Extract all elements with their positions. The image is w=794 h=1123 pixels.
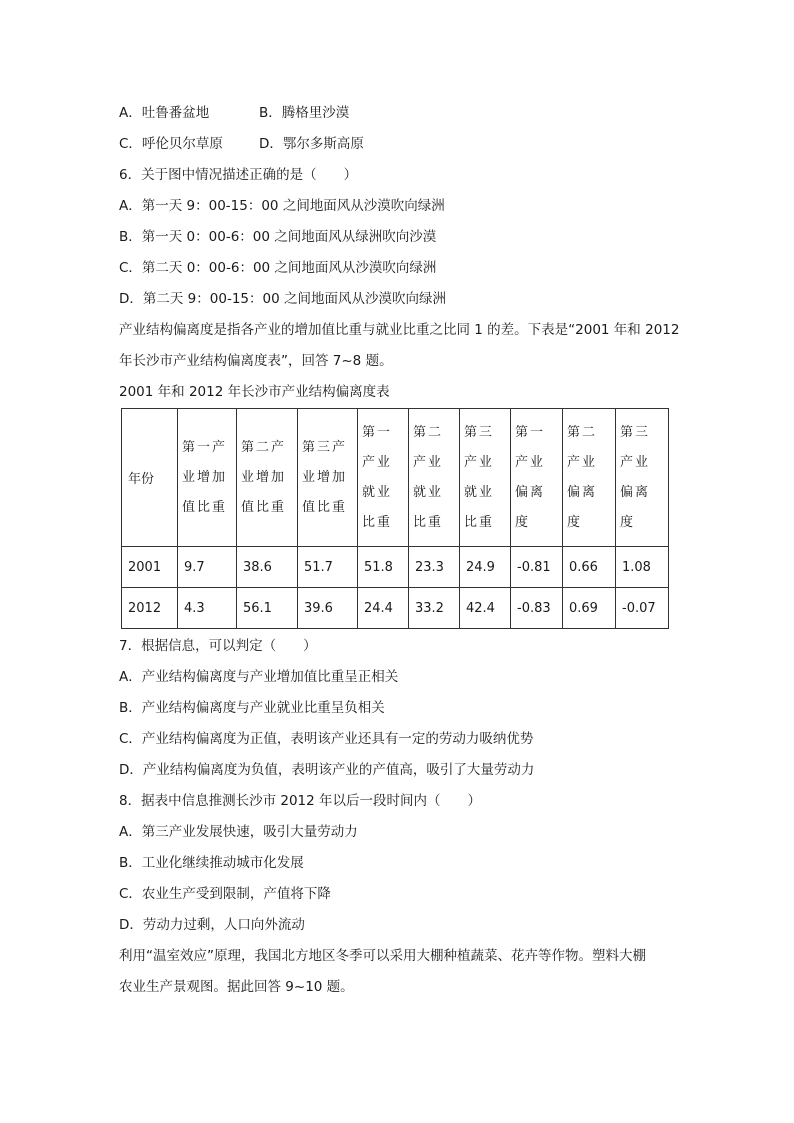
q7-option-b: B．产业结构偏离度与产业就业比重呈负相关 bbox=[119, 700, 385, 716]
intro-7-8-line-2: 年长沙市产业结构偏离度表”，回答 7~8 题。 bbox=[119, 353, 393, 369]
table-cell: 51.8 bbox=[358, 547, 409, 588]
header-secondary-value-share: 第二产业增加值比重 bbox=[237, 409, 298, 547]
q5-option-row-2 bbox=[119, 134, 364, 154]
table-cell: 0.66 bbox=[563, 547, 616, 588]
table-cell: 0.69 bbox=[563, 588, 616, 629]
table-cell: 56.1 bbox=[237, 588, 298, 629]
table-header-row bbox=[122, 409, 669, 547]
table-cell: 39.6 bbox=[298, 588, 358, 629]
table-cell: 9.7 bbox=[178, 547, 237, 588]
table-cell: 42.4 bbox=[460, 588, 511, 629]
table-cell: 2001 bbox=[122, 547, 178, 588]
q8-option-b: B．工业化继续推动城市化发展 bbox=[119, 855, 304, 871]
table-cell: 23.3 bbox=[409, 547, 460, 588]
q6-option-c: C．第二天 0：00-6：00 之间地面风从沙漠吹向绿洲 bbox=[119, 260, 437, 276]
table-row bbox=[122, 547, 669, 588]
table-cell: 2012 bbox=[122, 588, 178, 629]
table-caption: 2001 年和 2012 年长沙市产业结构偏离度表 bbox=[119, 384, 390, 400]
q8-option-d: D．劳动力过剩，人口向外流动 bbox=[119, 917, 305, 933]
table-cell: 1.08 bbox=[616, 547, 669, 588]
table-cell: 38.6 bbox=[237, 547, 298, 588]
table-cell: 24.9 bbox=[460, 547, 511, 588]
q7-stem: 7．根据信息，可以判定（ ） bbox=[119, 638, 317, 654]
q5-option-a: A．吐鲁番盆地 bbox=[119, 105, 210, 121]
table-cell: -0.83 bbox=[511, 588, 563, 629]
intro-7-8-line-1: 产业结构偏离度是指各产业的增加值比重与就业比重之比同 1 的差。下表是“2001 年和 2012 bbox=[119, 322, 680, 338]
header-tertiary-deviation: 第三产业偏离度 bbox=[616, 409, 669, 547]
header-tertiary-value-share: 第三产业增加值比重 bbox=[298, 409, 358, 547]
header-secondary-employment-share: 第二产业就业比重 bbox=[409, 409, 460, 547]
header-secondary-deviation: 第二产业偏离度 bbox=[563, 409, 616, 547]
q5-option-c: C．呼伦贝尔草原 bbox=[119, 136, 223, 152]
table-cell: 33.2 bbox=[409, 588, 460, 629]
q8-option-a: A．第三产业发展快速，吸引大量劳动力 bbox=[119, 824, 358, 840]
q7-option-a: A．产业结构偏离度与产业增加值比重呈正相关 bbox=[119, 669, 399, 685]
header-primary-deviation: 第一产业偏离度 bbox=[511, 409, 563, 547]
q7-option-c: C．产业结构偏离度为正值，表明该产业还具有一定的劳动力吸纳优势 bbox=[119, 731, 534, 747]
deviation-table bbox=[121, 408, 669, 629]
table-row bbox=[122, 588, 669, 629]
q6-option-b: B．第一天 0：00-6：00 之间地面风从绿洲吹向沙漠 bbox=[119, 229, 437, 245]
header-primary-value-share: 第一产业增加值比重 bbox=[178, 409, 237, 547]
intro-9-10-line-1: 利用“温室效应”原理，我国北方地区冬季可以采用大棚种植蔬菜、花卉等作物。塑料大棚 bbox=[119, 948, 646, 964]
q6-stem: 6．关于图中情况描述正确的是（ ） bbox=[119, 167, 358, 183]
table-cell: -0.81 bbox=[511, 547, 563, 588]
q8-option-c: C．农业生产受到限制，产值将下降 bbox=[119, 886, 331, 902]
q8-stem: 8．据表中信息推测长沙市 2012 年以后一段时间内（ ） bbox=[119, 793, 482, 809]
table-cell: 24.4 bbox=[358, 588, 409, 629]
q7-option-d: D．产业结构偏离度为负值，表明该产业的产值高，吸引了大量劳动力 bbox=[119, 762, 535, 778]
q6-option-a: A．第一天 9：00-15：00 之间地面风从沙漠吹向绿洲 bbox=[119, 198, 445, 214]
intro-9-10-line-2: 农业生产景观图。据此回答 9~10 题。 bbox=[119, 979, 354, 995]
table-cell: 51.7 bbox=[298, 547, 358, 588]
header-tertiary-employment-share: 第三产业就业比重 bbox=[460, 409, 511, 547]
table-cell: 4.3 bbox=[178, 588, 237, 629]
table-cell: -0.07 bbox=[616, 588, 669, 629]
header-primary-employment-share: 第一产业就业比重 bbox=[358, 409, 409, 547]
header-year: 年份 bbox=[122, 409, 178, 547]
q5-option-d: D．鄂尔多斯高原 bbox=[259, 136, 364, 152]
q5-option-b: B．腾格里沙漠 bbox=[259, 105, 350, 121]
q6-option-d: D．第二天 9：00-15：00 之间地面风从沙漠吹向绿洲 bbox=[119, 291, 446, 307]
q5-option-row-1 bbox=[119, 103, 350, 123]
